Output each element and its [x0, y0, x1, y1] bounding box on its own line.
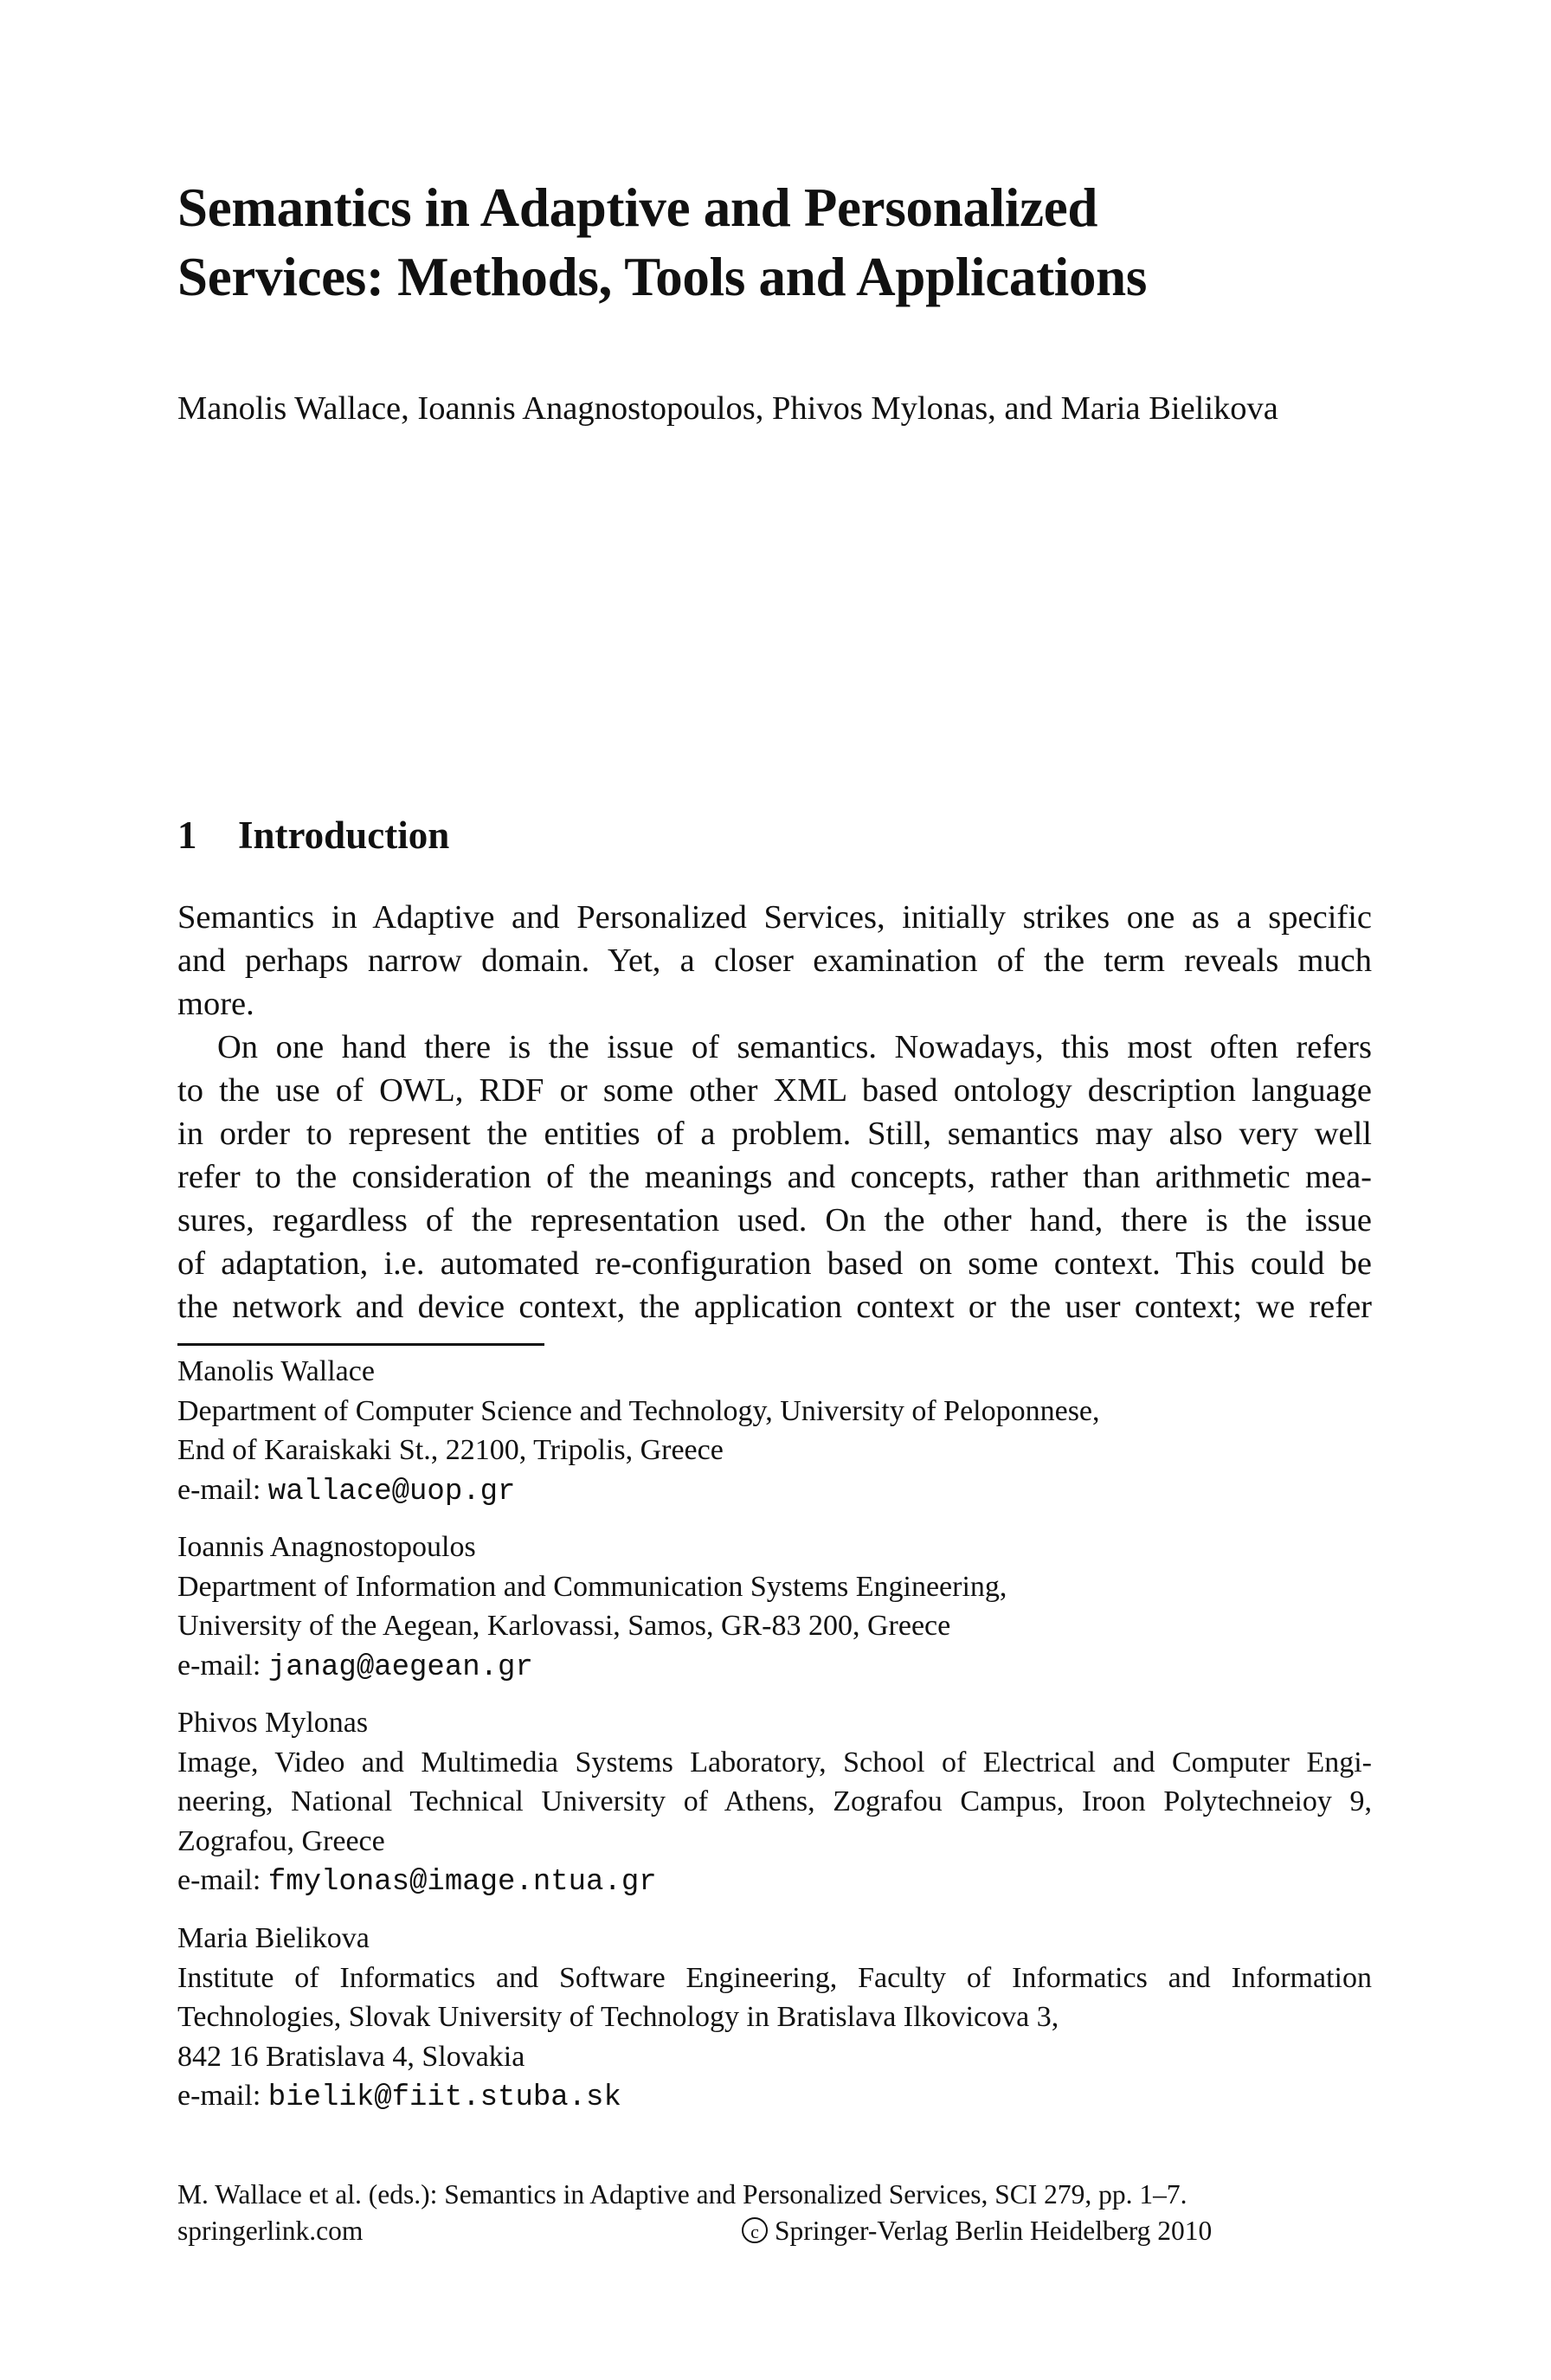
section-number: 1 — [177, 814, 197, 857]
springerlink-link[interactable]: springerlink.com — [177, 2216, 364, 2246]
title-line-2: Services: Methods, Tools and Applications — [177, 247, 1148, 307]
affiliation-line: Department of Information and Communication Systems Engineering, — [177, 1570, 1007, 1603]
text-line: to the use of OWL, RDF or some other XML based ontology description language — [177, 1072, 1372, 1109]
email-label: e-mail: — [177, 1649, 268, 1682]
intro-paragraph-2 — [177, 1026, 1372, 1328]
page-footer — [177, 2177, 1372, 2249]
affiliation-line: Image, Video and Multimedia Systems Laboratory, School of Electrical and Computer Engi- — [177, 1746, 1372, 1779]
paper-title — [177, 173, 1372, 312]
affiliation-wallace — [177, 1352, 1372, 1512]
affiliation-line: Institute of Informatics and Software Engineering, Faculty of Informatics and Information — [177, 1961, 1372, 1994]
email-address[interactable]: wallace@uop.gr — [267, 1475, 516, 1508]
email-label: e-mail: — [177, 2080, 268, 2112]
affiliation-line: 842 16 Bratislava 4, Slovakia — [177, 2040, 525, 2073]
copyright-notice — [742, 2213, 1212, 2249]
affiliation-name: Maria Bielikova — [177, 1922, 370, 1954]
email-address[interactable]: fmylonas@image.ntua.gr — [267, 1866, 657, 1899]
text-line: and perhaps narrow domain. Yet, a closer examination of the term reveals much — [177, 942, 1372, 979]
section-heading — [177, 811, 1372, 859]
text-line: On one hand there is the issue of semantics. Nowadays, this most often refers — [217, 1029, 1372, 1065]
text-line: the network and device context, the application context or the user context; we refer — [177, 1289, 1372, 1325]
footnote-divider — [177, 1343, 544, 1346]
affiliation-line: Zografou, Greece — [177, 1824, 385, 1857]
footer-second-line — [177, 2213, 1372, 2249]
affiliation-name: Ioannis Anagnostopoulos — [177, 1531, 476, 1563]
affiliation-line: neering, National Technical University of Athens, Zografou Campus, Iroon Polytechneioy 9, — [177, 1785, 1372, 1817]
affiliation-name: Manolis Wallace — [177, 1355, 375, 1387]
section-title: Introduction — [238, 814, 450, 857]
author-list: Manolis Wallace, Ioannis Anagnostopoulos, Phivos Mylonas, and Maria Bielikova — [177, 390, 1278, 427]
affiliation-bielikova — [177, 1919, 1372, 2119]
text-line: sures, regardless of the representation used. On the other hand, there is the issue — [177, 1202, 1372, 1238]
text-line: refer to the consideration of the meanings and concepts, rather than arithmetic mea- — [177, 1159, 1372, 1195]
email-label: e-mail: — [177, 1864, 268, 1896]
copyright-text: Springer-Verlag Berlin Heidelberg 2010 — [775, 2216, 1213, 2246]
citation-line: M. Wallace et al. (eds.): Semantics in Adaptive and Personalized Services, SCI 279, pp. 1–7. — [177, 2179, 1187, 2210]
text-line: more. — [177, 986, 254, 1022]
email-line — [177, 1861, 1372, 1903]
email-address[interactable]: janag@aegean.gr — [267, 1650, 533, 1684]
email-label: e-mail: — [177, 1473, 268, 1506]
email-line — [177, 1470, 1372, 1513]
email-address[interactable]: bielik@fiit.stuba.sk — [267, 2081, 621, 2114]
text-line: of adaptation, i.e. automated re-configuration based on some context. This could be — [177, 1245, 1372, 1282]
affiliation-mylonas — [177, 1703, 1372, 1903]
affiliation-anagnostopoulos — [177, 1528, 1372, 1688]
affiliation-line: Department of Computer Science and Technology, University of Peloponnese, — [177, 1394, 1100, 1427]
copyright-icon: c — [742, 2217, 768, 2243]
email-line — [177, 2076, 1372, 2119]
affiliation-line: Technologies, Slovak University of Technology in Bratislava Ilkovicova 3, — [177, 2001, 1059, 2033]
text-line: Semantics in Adaptive and Personalized Services, initially strikes one as a specific — [177, 899, 1372, 936]
affiliation-name: Phivos Mylonas — [177, 1707, 369, 1739]
affiliation-line: University of the Aegean, Karlovassi, Samos, GR-83 200, Greece — [177, 1610, 951, 1642]
title-line-1: Semantics in Adaptive and Personalized — [177, 177, 1098, 238]
affiliation-line: End of Karaiskaki St., 22100, Tripolis, Greece — [177, 1434, 724, 1466]
email-line — [177, 1646, 1372, 1689]
text-line: in order to represent the entities of a problem. Still, semantics may also very well — [177, 1116, 1372, 1152]
intro-paragraph-1 — [177, 896, 1372, 1026]
